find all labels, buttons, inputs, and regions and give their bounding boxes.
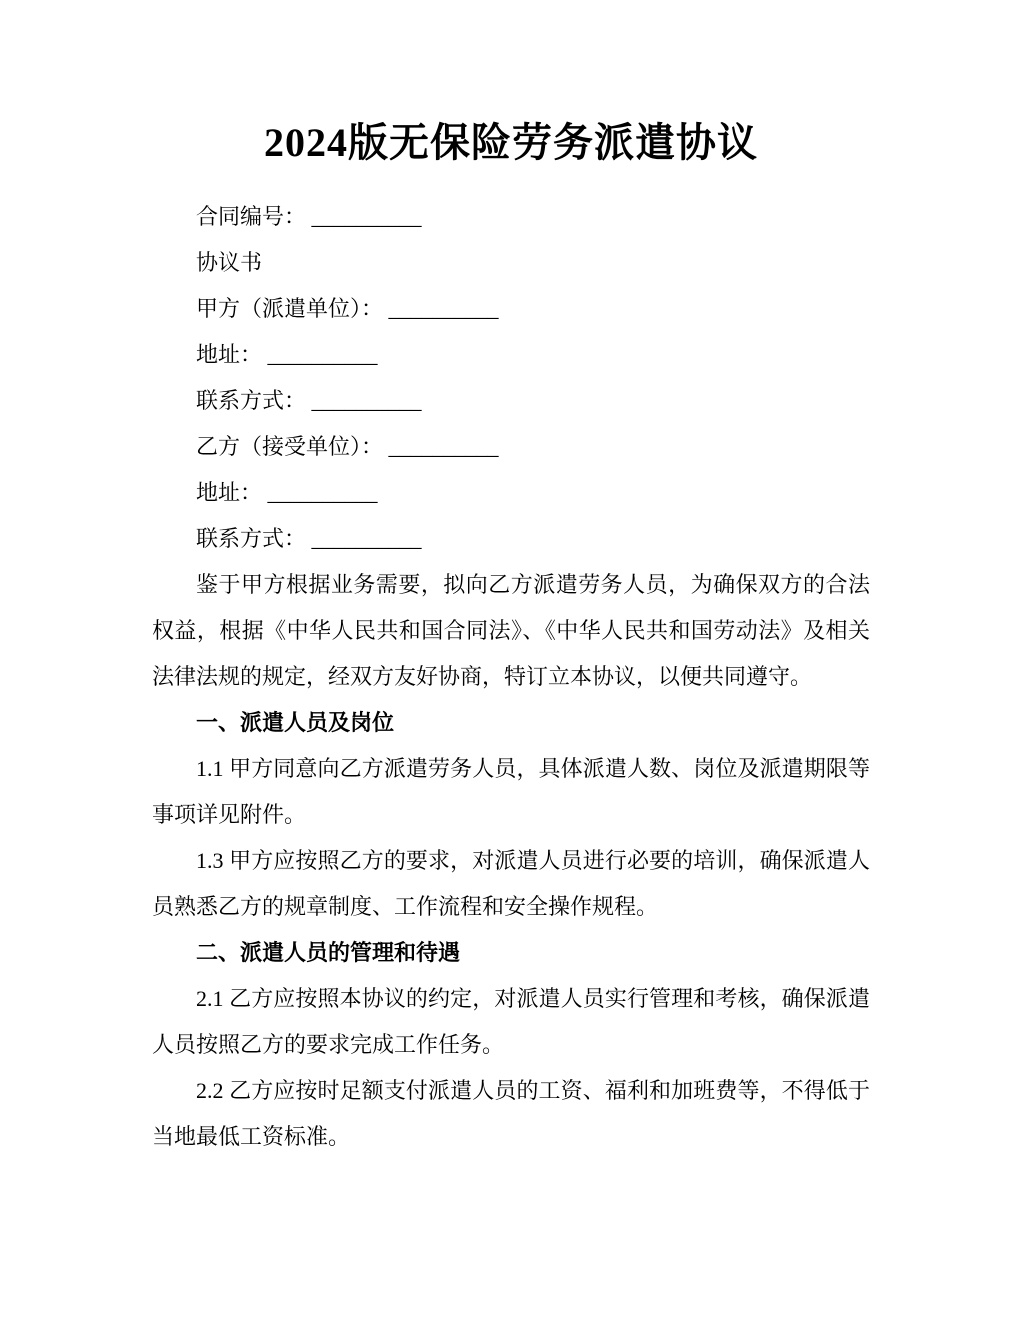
contract-number-line: 合同编号： __________ xyxy=(196,204,422,229)
party-b-address-line: 地址： __________ xyxy=(196,480,378,505)
preamble-paragraph: 鉴于甲方根据业务需要，拟向乙方派遣劳务人员，为确保双方的合法权益，根据《中华人民共和国合同法》、《中华人民共和国劳动法》及相关法律法规的规定，经双方友好协商，特订立本协议，以便共同遵守。 xyxy=(152,572,870,689)
party-a-contact-line: 联系方式： __________ xyxy=(196,388,422,413)
document-title: 2024版无保险劳务派遣协议 xyxy=(264,120,758,165)
section-2-heading: 二、派遣人员的管理和待遇 xyxy=(196,940,461,965)
party-a-line: 甲方（派遣单位）： __________ xyxy=(196,296,499,321)
party-b-contact-line: 联系方式： __________ xyxy=(196,526,422,551)
clause-2-2: 2.2 乙方应按时足额支付派遣人员的工资、福利和加班费等，不得低于当地最低工资标准。 xyxy=(152,1078,870,1149)
doc-type-line: 协议书 xyxy=(196,250,263,275)
clause-1-3: 1.3 甲方应按照乙方的要求，对派遣人员进行必要的培训，确保派遣人员熟悉乙方的规章制度、工作流程和安全操作规程。 xyxy=(152,848,870,919)
party-a-address-line: 地址： __________ xyxy=(196,342,378,367)
section-1-heading: 一、派遣人员及岗位 xyxy=(196,710,395,735)
party-b-line: 乙方（接受单位）： __________ xyxy=(196,434,499,459)
clause-1-1: 1.1 甲方同意向乙方派遣劳务人员，具体派遣人数、岗位及派遣期限等事项详见附件。 xyxy=(152,756,870,827)
clause-2-1: 2.1 乙方应按照本协议的约定，对派遣人员实行管理和考核，确保派遣人员按照乙方的要求完成工作任务。 xyxy=(152,986,870,1057)
